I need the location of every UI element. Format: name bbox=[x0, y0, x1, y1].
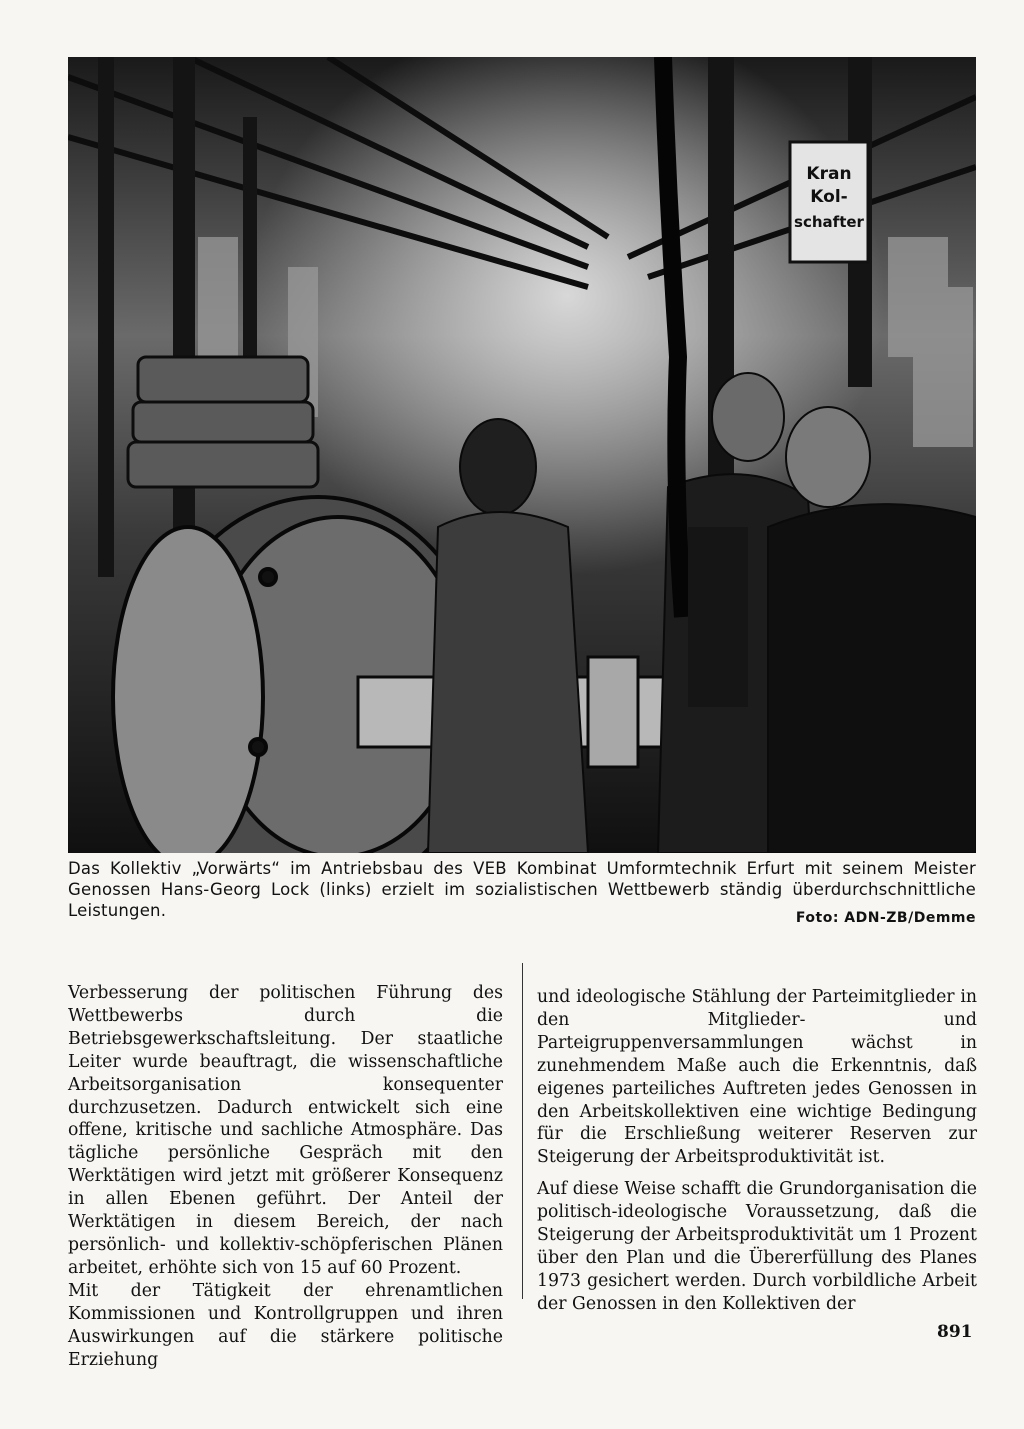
right-column bbox=[537, 986, 977, 1316]
right-paragraph-1: und ideologische Stählung der Parteimitglieder in den Mitglieder- und Parteigruppenversammlungen wächst in zunehmendem Maße auch die Erkenntnis, daß eigenes parteiliches Auftreten jedes Genossen in den Arbeitskollektiven eine wichtige Bedingung für die Erschließung weiterer Reserven zur Steigerung der Arbeitsproduktivität ist. bbox=[537, 987, 977, 1168]
left-column bbox=[68, 982, 503, 1371]
sign-line-1: Kran bbox=[806, 164, 852, 184]
right-paragraph-2: Auf diese Weise schafft die Grundorganisation die politisch-ideologische Voraussetzung, daß die Steigerung der Arbeitsproduktivität um 1 Prozent über den Plan und die Übererfüllung des Planes 1973 gesichert werden. Durch vorbildliche Arbeit der Genossen in den Kollektiven der bbox=[537, 1179, 977, 1314]
factory-photo-illustration bbox=[68, 57, 976, 853]
photo-credit: Foto: ADN-ZB/Demme bbox=[795, 910, 976, 926]
column-divider bbox=[522, 963, 523, 1299]
factory-photo bbox=[68, 57, 976, 853]
page-number: 891 bbox=[937, 1322, 973, 1342]
sign-line-3: schafter bbox=[794, 213, 864, 231]
sign-line-2: Kol- bbox=[810, 187, 848, 207]
left-paragraph-1: Verbesserung der politischen Führung des Wettbewerbs durch die Betriebsgewerkschaftsleitung. Der staatliche Leiter wurde beauftragt, die wissenschaftliche Arbeitsorganisation konsequenter durchzusetzen. Dadurch entwickelt sich eine offene, kritische und sachliche Atmosphäre. Das tägliche persönliche Gespräch mit den Werktätigen wird jetzt mit größerer Konsequenz in allen Ebenen geführt. Der Anteil der Werktätigen in diesem Bereich, der nach persönlich- und kollektiv-schöpferischen Plänen arbeitet, erhöhte sich von 15 auf 60 Prozent. bbox=[68, 983, 503, 1278]
left-paragraph-2: Mit der Tätigkeit der ehrenamtlichen Kommissionen und Kontrollgruppen und ihren Auswirkungen auf die stärkere politische Erziehung bbox=[68, 1280, 503, 1370]
photo-caption: Das Kollektiv „Vorwärts“ im Antriebsbau des VEB Kombinat Umformtechnik Erfurt mit seinem Meister Genossen Hans-Georg Lock (links) erzielt im sozialistischen Wettbewerb ständig überdurchschnittliche Leistungen. bbox=[68, 859, 976, 920]
